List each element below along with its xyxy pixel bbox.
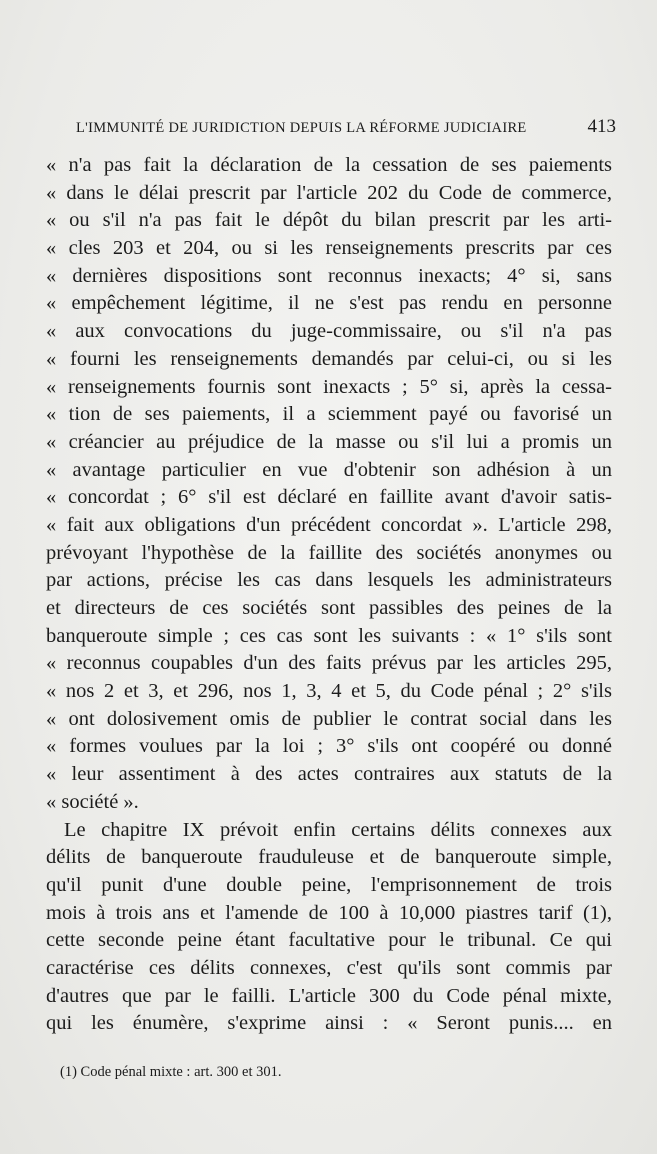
footnote: (1) Code pénal mixte : art. 300 et 301. bbox=[60, 1064, 282, 1080]
text-line: « aux convocations du juge-commissaire, ou s'il n'a pas bbox=[46, 320, 612, 343]
text-line: « avantage particulier en vue d'obtenir son adhésion à un bbox=[46, 458, 612, 481]
paragraph-start-line: Le chapitre IX prévoit enfin certains délits connexes aux bbox=[64, 818, 612, 841]
text-line: mois à trois ans et l'amende de 100 à 10,000 piastres tarif (1), bbox=[46, 901, 612, 924]
text-line: « leur assentiment à des actes contraires aux statuts de la bbox=[46, 763, 612, 786]
running-title: L'IMMUNITÉ DE JURIDICTION DEPUIS LA RÉFORME JUDICIAIRE bbox=[76, 120, 527, 136]
text-line: banqueroute simple ; ces cas sont les suivants : « 1° s'ils sont bbox=[46, 624, 612, 647]
text-line: « ou s'il n'a pas fait le dépôt du bilan prescrit par les arti- bbox=[46, 209, 612, 232]
text-line: caractérise ces délits connexes, c'est qu'ils sont commis par bbox=[46, 956, 612, 979]
text-line: « renseignements fournis sont inexacts ; 5° si, après la cessa- bbox=[46, 375, 612, 398]
text-line: « n'a pas fait la déclaration de la cessation de ses paiements bbox=[46, 154, 612, 176]
body-text bbox=[46, 152, 612, 1038]
text-line: « dans le délai prescrit par l'article 202 du Code de commerce, bbox=[46, 181, 612, 204]
text-line: « empêchement légitime, il ne s'est pas rendu en personne bbox=[46, 292, 612, 315]
text-line: « tion de ses paiements, il a sciemment payé ou favorisé un bbox=[46, 403, 612, 426]
text-line: « reconnus coupables d'un des faits prévus par les articles 295, bbox=[46, 652, 612, 675]
text-line: « formes voulues par la loi ; 3° s'ils ont coopéré ou donné bbox=[46, 735, 612, 758]
text-line: « dernières dispositions sont reconnus inexacts; 4° si, sans bbox=[46, 264, 612, 287]
text-line: et directeurs de ces sociétés sont passibles des peines de la bbox=[46, 597, 612, 619]
text-line: cette seconde peine étant facultative pour le tribunal. Ce qui bbox=[46, 929, 612, 952]
text-line: prévoyant l'hypothèse de la faillite des sociétés anonymes ou bbox=[46, 541, 612, 564]
text-line: « nos 2 et 3, et 296, nos 1, 3, 4 et 5, du Code pénal ; 2° s'ils bbox=[46, 680, 612, 703]
text-line: « concordat ; 6° s'il est déclaré en faillite avant d'avoir satis- bbox=[46, 486, 612, 509]
text-line: « fait aux obligations d'un précédent concordat ». L'article 298, bbox=[46, 513, 612, 536]
text-line: « cles 203 et 204, ou si les renseignements prescrits par ces bbox=[46, 237, 612, 260]
text-line: qu'il punit d'une double peine, l'emprisonnement de trois bbox=[46, 873, 612, 896]
page-number: 413 bbox=[587, 116, 616, 137]
text-line: « créancier au préjudice de la masse ou s'il lui a promis un bbox=[46, 430, 612, 453]
text-line: « ont dolosivement omis de publier le contrat social dans les bbox=[46, 707, 612, 730]
text-line: qui les énumère, s'exprime ainsi : « Seront punis.... en bbox=[46, 1012, 612, 1035]
text-line: « fourni les renseignements demandés par celui-ci, ou si les bbox=[46, 347, 612, 370]
text-line: délits de banqueroute frauduleuse et de banqueroute simple, bbox=[46, 846, 612, 869]
text-line: par actions, précise les cas dans lesquels les administrateurs bbox=[46, 569, 612, 592]
text-line: d'autres que par le failli. L'article 300 du Code pénal mixte, bbox=[46, 984, 612, 1007]
text-line: « société ». bbox=[46, 790, 139, 813]
running-head bbox=[76, 116, 616, 138]
